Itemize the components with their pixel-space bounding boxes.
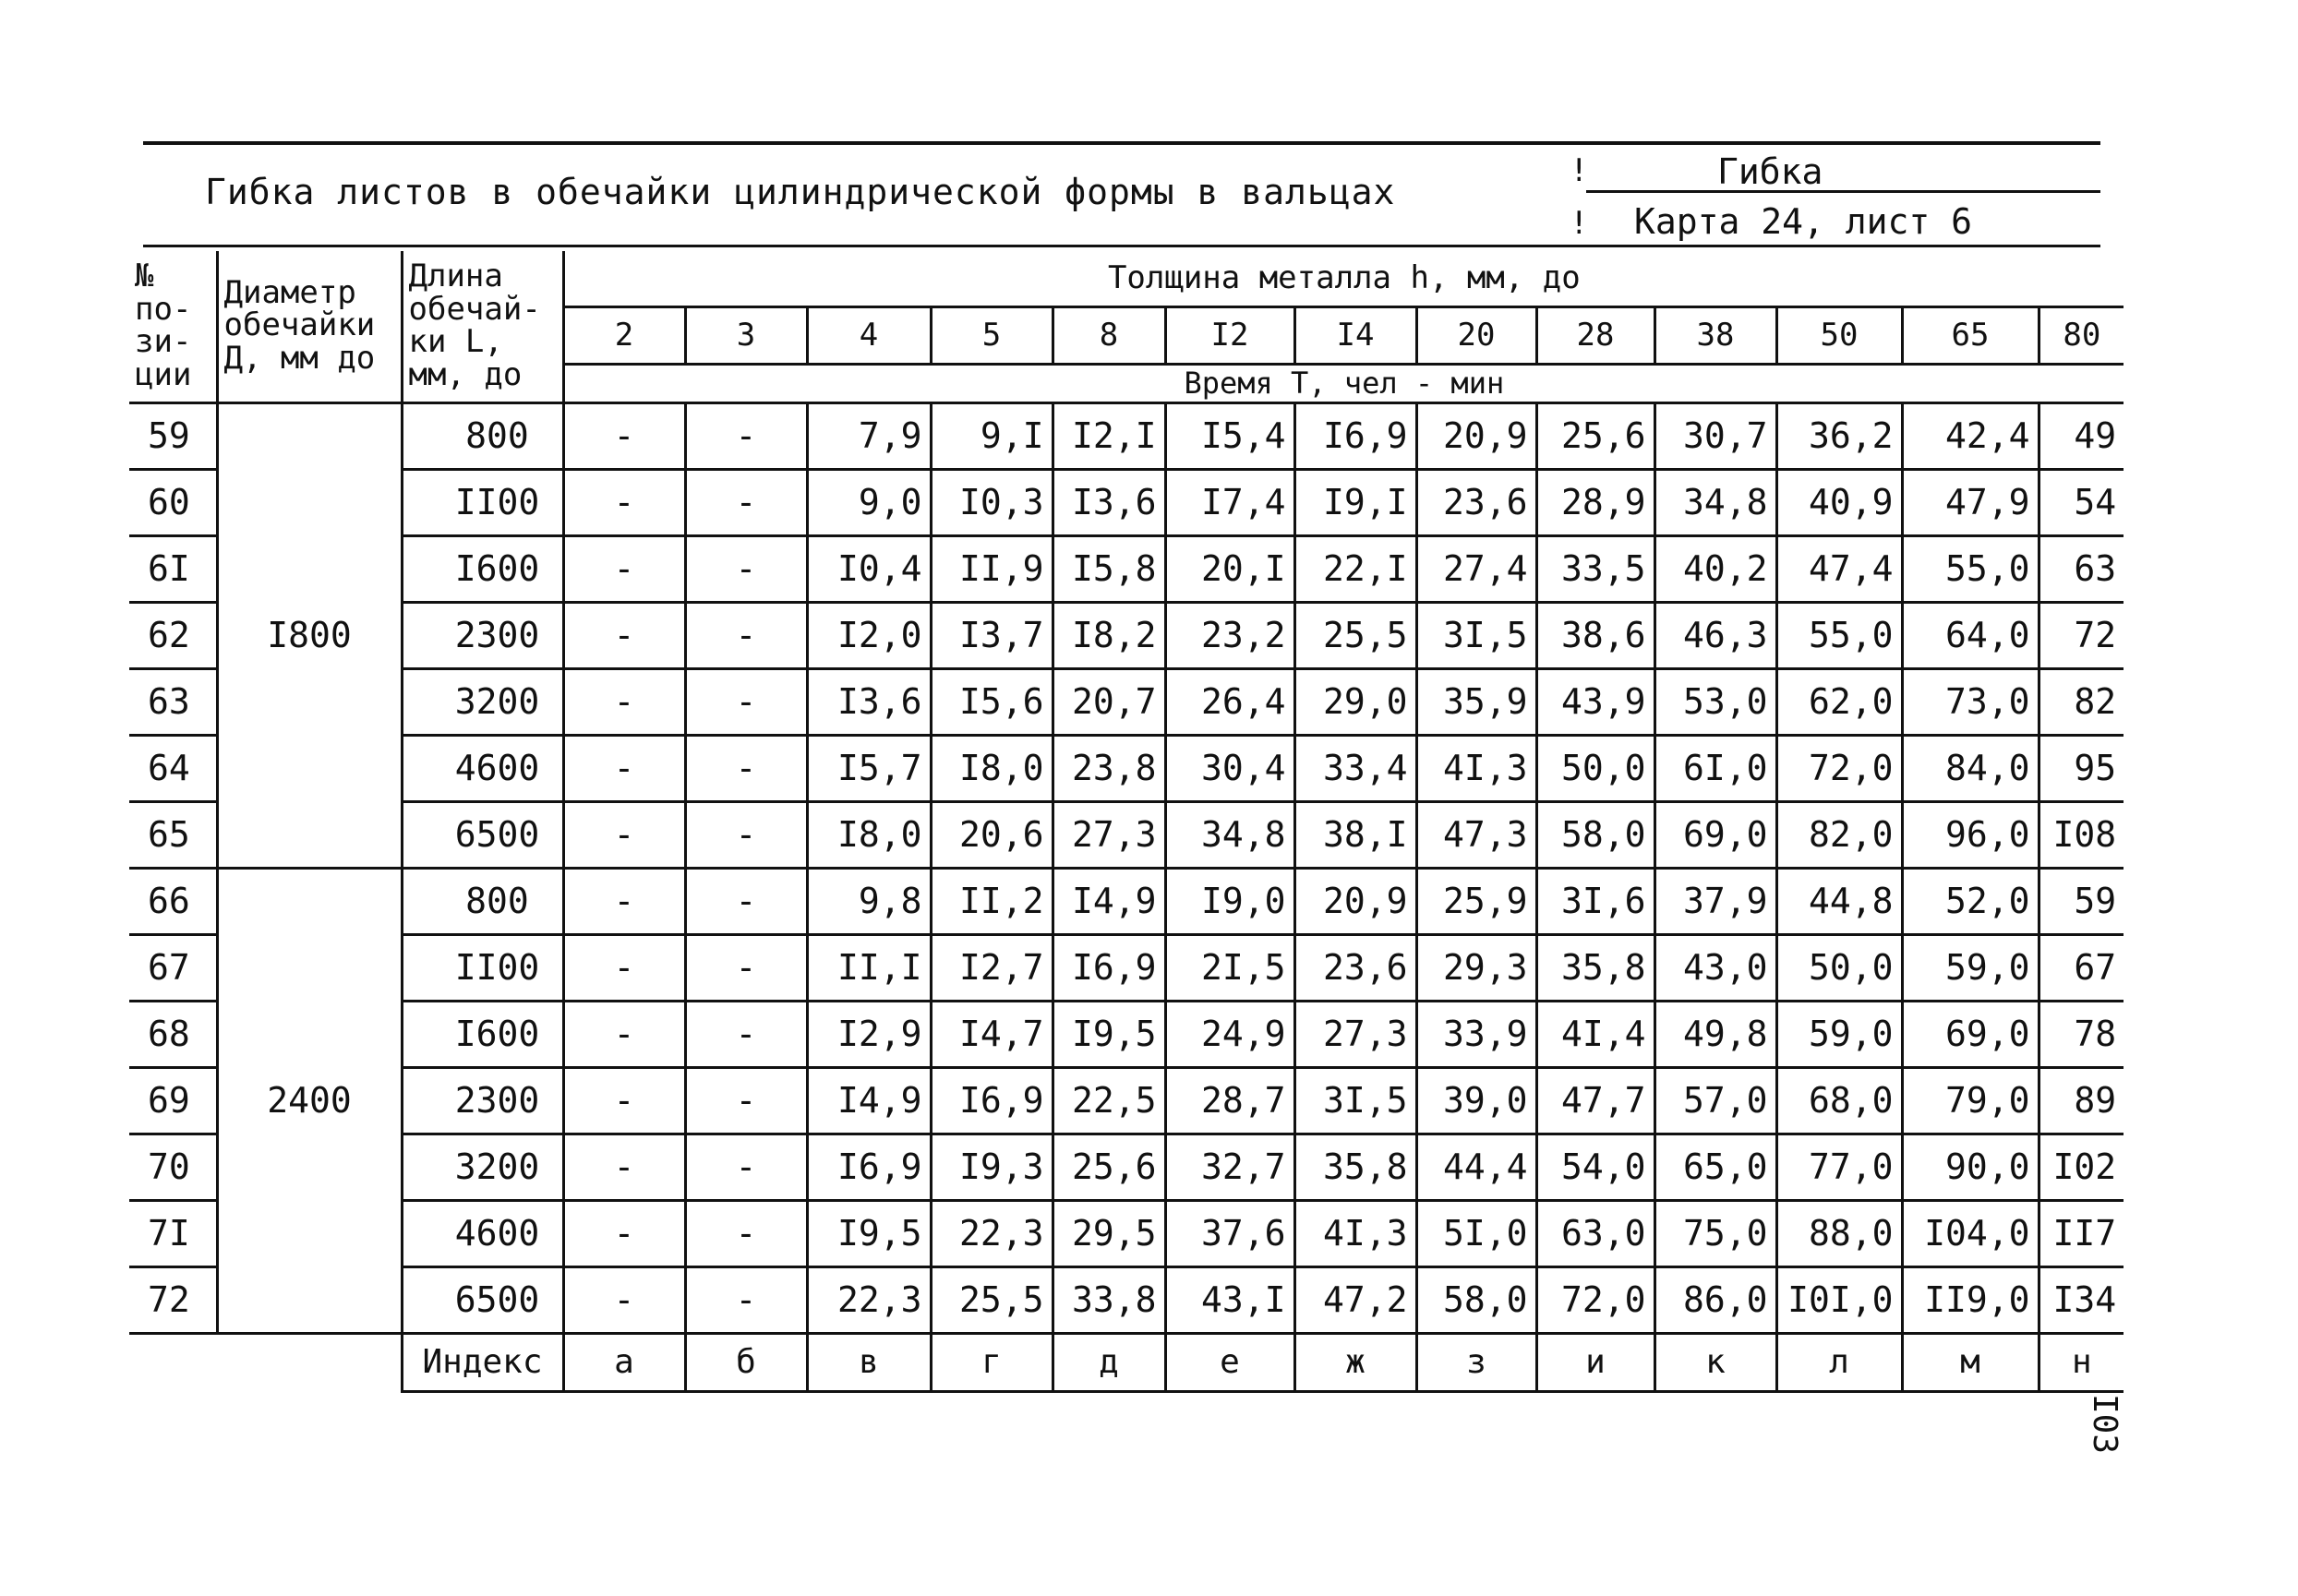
time-value-cell: 63 (2039, 535, 2124, 602)
index-letter-cell: н (2039, 1333, 2124, 1391)
index-label: Индекс (402, 1333, 563, 1391)
table-row (129, 1200, 2124, 1266)
empty-value-cell: - (685, 469, 807, 535)
time-value-cell: 58,0 (1536, 801, 1654, 868)
time-value-cell: 22,5 (1053, 1067, 1165, 1134)
time-value-cell: II,2 (931, 868, 1053, 934)
index-letter-cell: д (1053, 1333, 1165, 1391)
time-value-cell: 26,4 (1165, 668, 1294, 735)
time-value-cell: 52,0 (1902, 868, 2039, 934)
time-value-cell: 62,0 (1776, 668, 1902, 735)
time-value-cell: 27,4 (1416, 535, 1536, 602)
time-value-cell: 69,0 (1902, 1001, 2039, 1067)
time-value-cell: 24,9 (1165, 1001, 1294, 1067)
table-row (129, 735, 2124, 801)
table-row (129, 1067, 2124, 1134)
empty-value-cell: - (563, 1001, 685, 1067)
time-value-cell: 79,0 (1902, 1067, 2039, 1134)
time-value-cell: 59,0 (1902, 934, 2039, 1001)
index-letter-cell: ж (1294, 1333, 1416, 1391)
page-number: I03 (2086, 1394, 2124, 1455)
empty-value-cell: - (563, 469, 685, 535)
length-cell: 3200 (402, 1134, 563, 1200)
time-value-cell: 28,9 (1536, 469, 1654, 535)
time-value-cell: 44,4 (1416, 1134, 1536, 1200)
time-value-cell: 29,0 (1294, 668, 1416, 735)
empty-value-cell: - (563, 801, 685, 868)
thickness-header-cell: I2 (1165, 306, 1294, 364)
thickness-header-cell: 5 (931, 306, 1053, 364)
index-letter-cell: б (685, 1333, 807, 1391)
time-value-cell: II9,0 (1902, 1266, 2039, 1333)
time-value-cell: II,I (807, 934, 931, 1001)
table-row (129, 868, 2124, 934)
empty-value-cell: - (563, 934, 685, 1001)
time-value-cell: 22,I (1294, 535, 1416, 602)
time-value-cell: 9,I (931, 402, 1053, 469)
time-value-cell: 23,2 (1165, 602, 1294, 668)
time-value-cell: 29,3 (1416, 934, 1536, 1001)
time-value-cell: 72,0 (1536, 1266, 1654, 1333)
time-value-cell: 40,2 (1654, 535, 1776, 602)
time-value-cell: I08 (2039, 801, 2124, 868)
time-value-cell: 47,2 (1294, 1266, 1416, 1333)
position-cell: 7I (129, 1200, 217, 1266)
thickness-header-cell: 2 (563, 306, 685, 364)
table-row (129, 934, 2124, 1001)
index-letter-cell: и (1536, 1333, 1654, 1391)
length-cell: 6500 (402, 801, 563, 868)
table-row (129, 801, 2124, 868)
thickness-header-cell: 65 (1902, 306, 2039, 364)
empty-value-cell: - (685, 868, 807, 934)
time-value-cell: 89 (2039, 1067, 2124, 1134)
time-value-cell: I3,6 (1053, 469, 1165, 535)
time-value-cell: 23,8 (1053, 735, 1165, 801)
thickness-header-cell: 4 (807, 306, 931, 364)
position-cell: 65 (129, 801, 217, 868)
length-cell: 4600 (402, 1200, 563, 1266)
time-value-cell: I7,4 (1165, 469, 1294, 535)
time-value-cell: 30,4 (1165, 735, 1294, 801)
empty-value-cell: - (685, 1200, 807, 1266)
time-value-cell: 84,0 (1902, 735, 2039, 801)
time-value-cell: 38,I (1294, 801, 1416, 868)
time-value-cell: 20,I (1165, 535, 1294, 602)
time-value-cell: 29,5 (1053, 1200, 1165, 1266)
position-cell: 67 (129, 934, 217, 1001)
empty-value-cell: - (685, 1001, 807, 1067)
time-value-cell: I5,6 (931, 668, 1053, 735)
index-letter-cell: л (1776, 1333, 1902, 1391)
length-cell: 4600 (402, 735, 563, 801)
index-letter-cell: е (1165, 1333, 1294, 1391)
position-cell: 72 (129, 1266, 217, 1333)
empty-value-cell: - (563, 668, 685, 735)
time-value-cell: I8,2 (1053, 602, 1165, 668)
time-value-cell: 3I,6 (1536, 868, 1654, 934)
table-row (129, 602, 2124, 668)
time-value-cell: 34,8 (1165, 801, 1294, 868)
position-cell: 6I (129, 535, 217, 602)
time-value-cell: 47,4 (1776, 535, 1902, 602)
time-value-cell: 5I,0 (1416, 1200, 1536, 1266)
time-value-cell: 88,0 (1776, 1200, 1902, 1266)
time-value-cell: 37,9 (1654, 868, 1776, 934)
time-value-cell: I5,4 (1165, 402, 1294, 469)
time-value-cell: I2,I (1053, 402, 1165, 469)
time-value-cell: 9,8 (807, 868, 931, 934)
empty-value-cell: - (685, 535, 807, 602)
time-value-cell: I04,0 (1902, 1200, 2039, 1266)
index-letter-cell: к (1654, 1333, 1776, 1391)
time-value-cell: 37,6 (1165, 1200, 1294, 1266)
time-value-cell: 7,9 (807, 402, 931, 469)
empty-value-cell: - (563, 1067, 685, 1134)
time-value-cell: 50,0 (1776, 934, 1902, 1001)
time-value-cell: II,9 (931, 535, 1053, 602)
time-value-cell: 3I,5 (1416, 602, 1536, 668)
time-value-cell: 20,9 (1294, 868, 1416, 934)
time-value-cell: 38,6 (1536, 602, 1654, 668)
time-value-cell: 32,7 (1165, 1134, 1294, 1200)
time-value-cell: 49,8 (1654, 1001, 1776, 1067)
empty-value-cell: - (563, 868, 685, 934)
document-title: Гибка листов в обечайки цилиндрической формы в вальцах (205, 172, 1396, 212)
time-value-cell: 58,0 (1416, 1266, 1536, 1333)
col-header-thickness-title: Толщина металла h, мм, до (563, 251, 2124, 306)
time-value-cell: 69,0 (1654, 801, 1776, 868)
empty-value-cell: - (685, 735, 807, 801)
diameter-cell: I800 (217, 402, 402, 868)
time-value-cell: 57,0 (1654, 1067, 1776, 1134)
empty-value-cell: - (685, 934, 807, 1001)
position-cell: 69 (129, 1067, 217, 1134)
thickness-header-cell: 50 (1776, 306, 1902, 364)
time-value-cell: 65,0 (1654, 1134, 1776, 1200)
position-cell: 59 (129, 402, 217, 469)
time-value-cell: 59 (2039, 868, 2124, 934)
time-value-cell: 23,6 (1416, 469, 1536, 535)
header-right-mid-rule (1586, 190, 2100, 193)
thickness-header-cell: 20 (1416, 306, 1536, 364)
table-row (129, 402, 2124, 469)
time-value-cell: 4I,3 (1416, 735, 1536, 801)
time-value-cell: 4I,3 (1294, 1200, 1416, 1266)
empty-value-cell: - (685, 402, 807, 469)
time-value-cell: 90,0 (1902, 1134, 2039, 1200)
time-value-cell: 59,0 (1776, 1001, 1902, 1067)
empty-value-cell: - (563, 535, 685, 602)
time-value-cell: 40,9 (1776, 469, 1902, 535)
index-letter-cell: г (931, 1333, 1053, 1391)
length-cell: 800 (402, 868, 563, 934)
norms-table (129, 251, 2124, 1393)
header-separator: ! (1570, 152, 1589, 189)
time-value-cell: 25,6 (1536, 402, 1654, 469)
time-value-cell: 30,7 (1654, 402, 1776, 469)
thickness-header-cell: 3 (685, 306, 807, 364)
time-value-cell: 20,6 (931, 801, 1053, 868)
position-cell: 66 (129, 868, 217, 934)
time-value-cell: 43,I (1165, 1266, 1294, 1333)
position-cell: 64 (129, 735, 217, 801)
time-value-cell: II7 (2039, 1200, 2124, 1266)
position-cell: 68 (129, 1001, 217, 1067)
table-row (129, 469, 2124, 535)
time-value-cell: I6,9 (1294, 402, 1416, 469)
time-value-cell: 9,0 (807, 469, 931, 535)
table-row (129, 1001, 2124, 1067)
time-value-cell: 50,0 (1536, 735, 1654, 801)
section-name: Гибка (1717, 151, 1823, 192)
index-row (129, 1333, 2124, 1391)
time-value-cell: 25,5 (1294, 602, 1416, 668)
time-value-cell: 33,5 (1536, 535, 1654, 602)
time-value-cell: 49 (2039, 402, 2124, 469)
time-value-cell: 46,3 (1654, 602, 1776, 668)
position-cell: 62 (129, 602, 217, 668)
header-bottom-rule (143, 245, 2100, 247)
thickness-header-cell: 8 (1053, 306, 1165, 364)
col-header-time-title: Время Т, чел - мин (563, 364, 2124, 402)
table-row (129, 1134, 2124, 1200)
time-value-cell: 68,0 (1776, 1067, 1902, 1134)
length-cell: 2300 (402, 1067, 563, 1134)
time-value-cell: I0,4 (807, 535, 931, 602)
length-cell: II00 (402, 469, 563, 535)
time-value-cell: 22,3 (807, 1266, 931, 1333)
time-value-cell: 55,0 (1902, 535, 2039, 602)
time-value-cell: I6,9 (807, 1134, 931, 1200)
time-value-cell: I0I,0 (1776, 1266, 1902, 1333)
time-value-cell: 82 (2039, 668, 2124, 735)
position-cell: 60 (129, 469, 217, 535)
time-value-cell: I6,9 (1053, 934, 1165, 1001)
time-value-cell: 27,3 (1294, 1001, 1416, 1067)
empty-value-cell: - (685, 602, 807, 668)
time-value-cell: 28,7 (1165, 1067, 1294, 1134)
empty-value-cell: - (563, 602, 685, 668)
time-value-cell: 86,0 (1654, 1266, 1776, 1333)
time-value-cell: I2,9 (807, 1001, 931, 1067)
time-value-cell: I4,9 (1053, 868, 1165, 934)
time-value-cell: 35,8 (1536, 934, 1654, 1001)
time-value-cell: 33,4 (1294, 735, 1416, 801)
time-value-cell: 27,3 (1053, 801, 1165, 868)
time-value-cell: 75,0 (1654, 1200, 1776, 1266)
time-value-cell: 20,9 (1416, 402, 1536, 469)
length-cell: II00 (402, 934, 563, 1001)
index-letter-cell: м (1902, 1333, 2039, 1391)
index-letter-cell: в (807, 1333, 931, 1391)
empty-value-cell: - (685, 1067, 807, 1134)
time-value-cell: 44,8 (1776, 868, 1902, 934)
time-value-cell: I5,7 (807, 735, 931, 801)
time-value-cell: 39,0 (1416, 1067, 1536, 1134)
table-row (129, 668, 2124, 735)
time-value-cell: I34 (2039, 1266, 2124, 1333)
length-cell: 800 (402, 402, 563, 469)
length-cell: 2300 (402, 602, 563, 668)
diameter-cell: 2400 (217, 868, 402, 1333)
time-value-cell: 25,9 (1416, 868, 1536, 934)
index-letter-cell: з (1416, 1333, 1536, 1391)
time-value-cell: 34,8 (1654, 469, 1776, 535)
table-row (129, 535, 2124, 602)
time-value-cell: 3I,5 (1294, 1067, 1416, 1134)
time-value-cell: I9,3 (931, 1134, 1053, 1200)
empty-value-cell: - (563, 1266, 685, 1333)
time-value-cell: 72,0 (1776, 735, 1902, 801)
time-value-cell: I6,9 (931, 1067, 1053, 1134)
table-row (129, 1266, 2124, 1333)
time-value-cell: 33,9 (1416, 1001, 1536, 1067)
time-value-cell: 6I,0 (1654, 735, 1776, 801)
time-value-cell: 22,3 (931, 1200, 1053, 1266)
empty-value-cell: - (563, 402, 685, 469)
time-value-cell: 42,4 (1902, 402, 2039, 469)
top-rule (143, 141, 2100, 145)
time-value-cell: 78 (2039, 1001, 2124, 1067)
header-separator: ! (1570, 205, 1589, 242)
time-value-cell: 25,6 (1053, 1134, 1165, 1200)
length-cell: I600 (402, 1001, 563, 1067)
empty-value-cell: - (685, 668, 807, 735)
time-value-cell: 82,0 (1776, 801, 1902, 868)
length-cell: I600 (402, 535, 563, 602)
time-value-cell: I9,5 (807, 1200, 931, 1266)
card-sheet-label: Карта 24, лист 6 (1634, 201, 1973, 242)
time-value-cell: 23,6 (1294, 934, 1416, 1001)
time-value-cell: 72 (2039, 602, 2124, 668)
time-value-cell: 35,9 (1416, 668, 1536, 735)
time-value-cell: 2I,5 (1165, 934, 1294, 1001)
position-cell: 63 (129, 668, 217, 735)
time-value-cell: 47,3 (1416, 801, 1536, 868)
length-cell: 6500 (402, 1266, 563, 1333)
time-value-cell: 47,7 (1536, 1067, 1654, 1134)
time-value-cell: 67 (2039, 934, 2124, 1001)
position-cell: 70 (129, 1134, 217, 1200)
col-header-position: № по-зи-ции (129, 251, 217, 402)
col-header-diameter: Диаметр обечайки Д, мм до (217, 251, 402, 402)
empty-value-cell: - (685, 1266, 807, 1333)
time-value-cell: I4,7 (931, 1001, 1053, 1067)
time-value-cell: 47,9 (1902, 469, 2039, 535)
thickness-header-cell: I4 (1294, 306, 1416, 364)
time-value-cell: I9,I (1294, 469, 1416, 535)
time-value-cell: 33,8 (1053, 1266, 1165, 1333)
time-value-cell: I8,0 (931, 735, 1053, 801)
thickness-header-cell: 80 (2039, 306, 2124, 364)
time-value-cell: I8,0 (807, 801, 931, 868)
time-value-cell: 96,0 (1902, 801, 2039, 868)
thickness-header-cell: 38 (1654, 306, 1776, 364)
time-value-cell: 64,0 (1902, 602, 2039, 668)
time-value-cell: 54,0 (1536, 1134, 1654, 1200)
time-value-cell: 53,0 (1654, 668, 1776, 735)
time-value-cell: I4,9 (807, 1067, 931, 1134)
time-value-cell: 73,0 (1902, 668, 2039, 735)
time-value-cell: I3,6 (807, 668, 931, 735)
index-row-blank (129, 1333, 402, 1391)
time-value-cell: I9,5 (1053, 1001, 1165, 1067)
length-cell: 3200 (402, 668, 563, 735)
thickness-header-cell: 28 (1536, 306, 1654, 364)
time-value-cell: 4I,4 (1536, 1001, 1654, 1067)
time-value-cell: I2,0 (807, 602, 931, 668)
time-value-cell: 25,5 (931, 1266, 1053, 1333)
time-value-cell: 54 (2039, 469, 2124, 535)
time-value-cell: 43,0 (1654, 934, 1776, 1001)
time-value-cell: 20,7 (1053, 668, 1165, 735)
time-value-cell: 63,0 (1536, 1200, 1654, 1266)
time-value-cell: I0,3 (931, 469, 1053, 535)
time-value-cell: I3,7 (931, 602, 1053, 668)
empty-value-cell: - (685, 1134, 807, 1200)
empty-value-cell: - (685, 801, 807, 868)
time-value-cell: 95 (2039, 735, 2124, 801)
empty-value-cell: - (563, 1200, 685, 1266)
time-value-cell: I02 (2039, 1134, 2124, 1200)
time-value-cell: I5,8 (1053, 535, 1165, 602)
time-value-cell: 55,0 (1776, 602, 1902, 668)
time-value-cell: 35,8 (1294, 1134, 1416, 1200)
time-value-cell: 77,0 (1776, 1134, 1902, 1200)
time-value-cell: 36,2 (1776, 402, 1902, 469)
empty-value-cell: - (563, 735, 685, 801)
index-letter-cell: а (563, 1333, 685, 1391)
col-header-length: Длина обечай-ки L, мм, до (402, 251, 563, 402)
time-value-cell: I2,7 (931, 934, 1053, 1001)
time-value-cell: 43,9 (1536, 668, 1654, 735)
empty-value-cell: - (563, 1134, 685, 1200)
time-value-cell: I9,0 (1165, 868, 1294, 934)
